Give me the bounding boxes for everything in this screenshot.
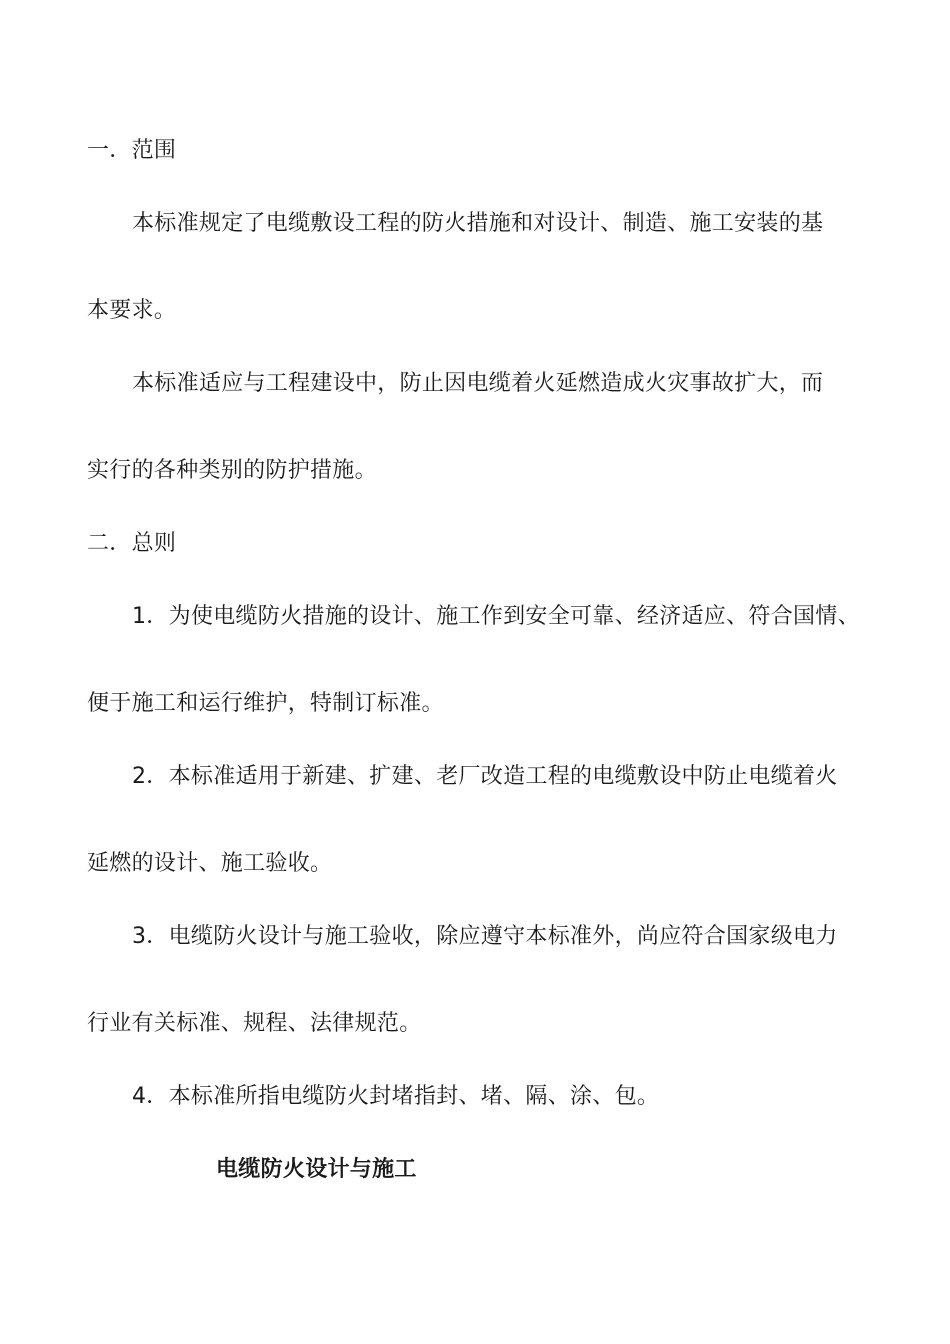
section-heading-general: 二．总则: [87, 531, 177, 556]
section-heading-scope: 一．范围: [87, 138, 177, 163]
paragraph-line: 实行的各种类别的防护措施。: [87, 458, 377, 483]
sub-heading: 电缆防火设计与施工: [216, 1157, 417, 1182]
list-item-line: 4．本标准所指电缆防火封堵指封、堵、隔、涂、包。: [132, 1084, 660, 1109]
list-item-line: 3．电缆防火设计与施工验收，除应遵守本标准外，尚应符合国家级电力: [132, 924, 838, 949]
paragraph-line: 本标准适应与工程建设中，防止因电缆着火延燃造成火灾事故扩大，而: [132, 371, 824, 396]
list-item-line: 延燃的设计、施工验收。: [87, 851, 333, 876]
list-item-line: 1．为使电缆防火措施的设计、施工作到安全可靠、经济适应、符合国情、: [132, 604, 860, 629]
list-item-line: 便于施工和运行维护，特制订标准。: [87, 691, 444, 716]
paragraph-line: 本标准规定了电缆敷设工程的防火措施和对设计、制造、施工安装的基: [132, 211, 824, 236]
list-item-line: 2．本标准适用于新建、扩建、老厂改造工程的电缆敷设中防止电缆着火: [132, 764, 838, 789]
list-item-line: 行业有关标准、规程、法律规范。: [87, 1011, 422, 1036]
paragraph-line: 本要求。: [87, 298, 177, 323]
